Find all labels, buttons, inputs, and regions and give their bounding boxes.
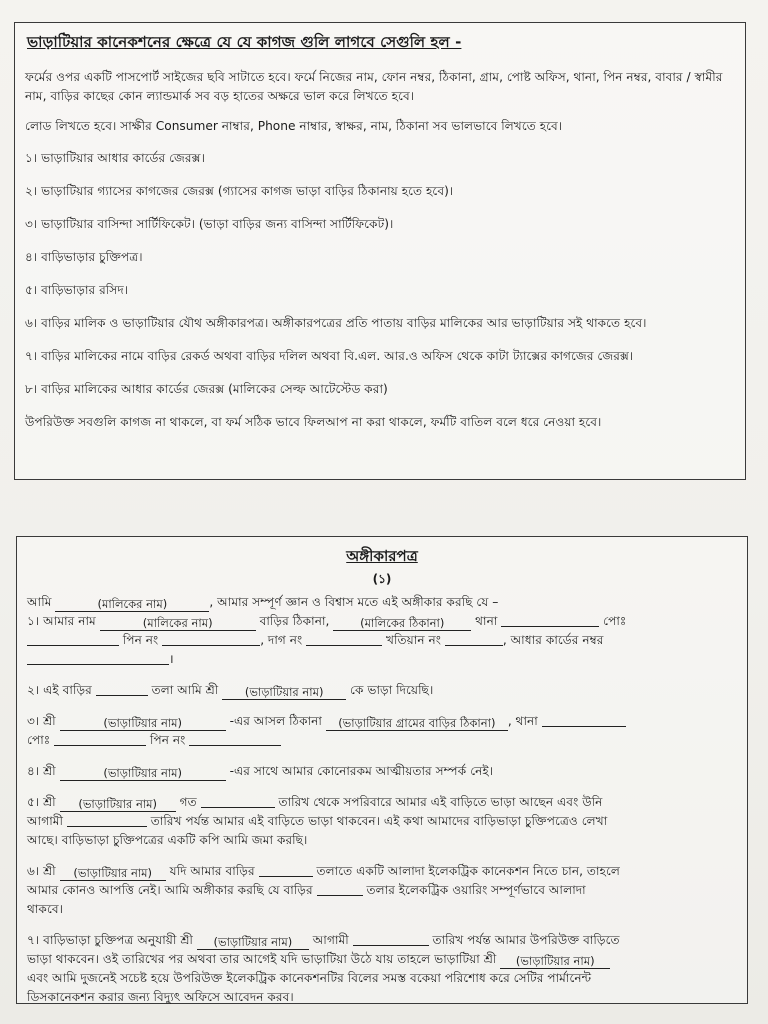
clause-5-prefix: ৫। শ্রী: [27, 795, 56, 809]
tenant-name-field-2[interactable]: (ভাড়াটিয়ার নাম): [60, 716, 226, 731]
clause-6-prefix: ৬। শ্রী: [27, 864, 56, 878]
clause-5-line2-prefix: আগামী: [27, 814, 63, 828]
clause-7-mid: আগামী: [312, 933, 349, 947]
khatian-field[interactable]: [445, 631, 503, 646]
clause-1-line-2: [27, 631, 737, 650]
rejection-note: উপরিউক্ত সবগুলি কাগজ না থাকলে, বা ফর্ম সঠিক ভাবে ফিলআপ না করা থাকলে, ফর্মটি বাতিল বলে ধরে নেওয়া হবে।: [25, 415, 602, 429]
connection-floor-field[interactable]: [259, 862, 313, 877]
clause-3-line-1: [27, 712, 737, 731]
required-documents-heading: ভাড়াটিয়ার কানেকশনের ক্ষেত্রে যে যে কাগজ গুলি লাগবে সেগুলি হল -: [27, 33, 462, 51]
clause-7-line-3: এবং আমি দুজনেই সচেষ্ট হয়ে উপরিউক্ত ইলেকট্রিক কানেকশনটির বিলের সমস্ত বকেয়া পরিশোধ করে সেটির পার্মানেন্ট: [27, 971, 592, 985]
owner-address-field[interactable]: (মালিকের ঠিকানা): [333, 616, 471, 631]
clause-6-line-1: [27, 862, 737, 881]
clause-6-mid: যদি আমার বাড়ির: [169, 864, 255, 878]
wiring-floor-field[interactable]: [317, 881, 363, 896]
clause-2-mid: তলা আমি শ্রী: [151, 683, 219, 697]
clause-5-mid-1: গত: [179, 795, 197, 809]
tenant-thana-field[interactable]: [542, 712, 626, 727]
clause-3-po-label: পোঃ: [27, 733, 51, 747]
clause-1-address-label: বাড়ির ঠিকানা,: [259, 614, 330, 628]
page-number: (১): [372, 572, 392, 586]
clause-3-prefix: ৩। শ্রী: [27, 714, 56, 728]
aadhaar-field[interactable]: [27, 650, 169, 665]
clause-3-pin-label: পিন নং: [150, 733, 186, 747]
clause-7-line-2: [27, 950, 737, 969]
clause-7-line-4: ডিসকানেকশন করার জন্য বিদ্যুৎ অফিসে আবেদন করব।: [27, 990, 294, 1004]
clause-1-line-3: [27, 650, 737, 669]
clause-1-prefix: ১। আমার নাম: [27, 614, 96, 628]
intro-paragraph: ফর্মের ওপর একটি পাসপোর্ট সাইজের ছবি সাটাতে হবে। ফর্মে নিজের নাম, ফোন নম্বর, ঠিকানা, গ্রাম, পোষ্ট অফিস, থানা, পিন নম্বর, বাবার / স্বামীর নাম, বাড়ির কাছের কোন ল্যান্ডমার্ক সব বড় হাতের অক্ষরে ভাল করে লিখতে হবে।: [25, 70, 723, 103]
clause-5-line-2: [27, 812, 737, 831]
until-date-field[interactable]: [67, 812, 147, 827]
tenant-name-field-5[interactable]: (ভাড়াটিয়ার নাম): [60, 866, 166, 881]
khatian-label: খতিয়ান নং: [386, 633, 442, 647]
clause-5-line-3: আছে। বাড়িভাড়া চুক্তিপত্রের একটি কপি আমি জমা করছি।: [27, 833, 308, 847]
agreement-end-date-field[interactable]: [353, 931, 429, 946]
clause-1-end: ।: [169, 652, 174, 666]
clause-7-suffix: তারিখ পর্যন্ত আমার উপরিউক্ত বাড়িতে: [432, 933, 620, 947]
tenant-village-address-field[interactable]: (ভাড়াটিয়ার গ্রামের বাড়ির ঠিকানা): [326, 716, 508, 731]
dag-label: , দাগ নং: [260, 633, 303, 647]
document-item-7: ৭। বাড়ির মালিকের নামে বাড়ির রেকর্ড অথবা বাড়ির দলিল অথবা বি.এল. আর.ও অফিস থেকে কাটা ট্যাক্সের কাগজের জেরক্স।: [25, 349, 634, 363]
tenant-name-field-3[interactable]: (ভাড়াটিয়ার নাম): [60, 766, 226, 781]
thana-field[interactable]: [501, 612, 599, 627]
undertaking-title: অঙ্গীকারপত্র: [346, 547, 418, 565]
thana-label: থানা: [475, 614, 498, 628]
clause-6-suffix: তলাতে একটি আলাদা ইলেকট্রিক কানেকশন নিতে চান, তাহলে: [316, 864, 620, 878]
tenant-pin-field[interactable]: [189, 731, 281, 746]
clause-6-line2-suffix: তলার ইলেকট্রিক ওয়ারিং সম্পূর্ণভাবে আলাদা: [366, 883, 586, 897]
tenant-name-field-7[interactable]: (ভাড়াটিয়ার নাম): [500, 954, 610, 969]
owner-name-field[interactable]: (মালিকের নাম): [55, 597, 209, 612]
since-date-field[interactable]: [201, 793, 275, 808]
pin-field[interactable]: [162, 631, 260, 646]
declaration-suffix: , আমার সম্পূর্ণ জ্ঞান ও বিশ্বাস মতে এই অঙ্গীকার করছি যে –: [209, 595, 499, 609]
declaration-prefix: আমি: [27, 595, 52, 609]
document-item-1: ১। ভাড়াটিয়ার আধার কার্ডের জেরক্স।: [25, 151, 205, 165]
declaration-line: [27, 593, 737, 612]
document-item-2: ২। ভাড়াটিয়ার গ্যাসের কাগজের জেরক্স (গ্যাসের কাগজ ভাড়া বাড়ির ঠিকানায় হতে হবে)।: [25, 184, 454, 198]
load-paragraph: লোড লিখতে হবে। সাক্ষীর Consumer নাম্বার, Phone নাম্বার, স্বাক্ষর, নাম, ঠিকানা সব ভালভাবে লিখতে হবে।: [25, 119, 563, 133]
document-item-3: ৩। ভাড়াটিয়ার বাসিন্দা সার্টিফিকেট। (ভাড়া বাড়ির জন্য বাসিন্দা সার্টিফিকেট)।: [25, 217, 394, 231]
owner-name-field-2[interactable]: (মালিকের নাম): [100, 616, 256, 631]
clause-6-line-2: [27, 881, 737, 900]
clause-7-line-1: [27, 931, 737, 950]
clause-5-line2-suffix: তারিখ পর্যন্ত আমার এই বাড়িতে ভাড়া থাকবেন। এই কথা আমাদের বাড়িভাড়া চুক্তিপত্রেও লেখা: [150, 814, 608, 828]
document-item-5: ৫। বাড়িভাড়ার রসিদ।: [25, 283, 129, 297]
clause-3-mid: -এর আসল ঠিকানা: [229, 714, 322, 728]
clause-4-suffix: -এর সাথে আমার কোনোরকম আত্মীয়তার সম্পর্ক নেই।: [229, 764, 494, 778]
clause-6-line-3: থাকবে।: [27, 902, 63, 916]
undertaking-form-box: [16, 536, 748, 1004]
tenant-name-field[interactable]: (ভাড়াটিয়ার নাম): [222, 685, 346, 700]
tenant-post-office-field[interactable]: [54, 731, 146, 746]
tenant-name-field-6[interactable]: (ভাড়াটিয়ার নাম): [197, 935, 309, 950]
aadhaar-label: , আধার কার্ডের নম্বর: [502, 633, 604, 647]
clause-2-suffix: কে ভাড়া দিয়েছি।: [350, 683, 434, 697]
required-documents-box: [14, 22, 746, 480]
clause-5-line-1: [27, 793, 737, 812]
clause-1-line-1: [27, 612, 737, 631]
clause-6-line2-prefix: আমার কোনও আপত্তি নেই। আমি অঙ্গীকার করছি যে বাড়ির: [27, 883, 313, 897]
clause-3-thana-label: , থানা: [507, 714, 538, 728]
clause-7-line2-prefix: ভাড়া থাকবেন। ওই তারিখের পর অথবা তার আগেই যদি ভাড়াটিয়া উঠে যায় তাহলে ভাড়াটিয়া শ্রী: [27, 952, 497, 966]
pin-label: পিন নং: [122, 633, 159, 647]
clause-5-mid-2: তারিখ থেকে সপরিবারে আমার এই বাড়িতে ভাড়া আছেন এবং উনি: [278, 795, 603, 809]
floor-field[interactable]: [96, 681, 148, 696]
tenant-name-field-4[interactable]: (ভাড়াটিয়ার নাম): [60, 797, 176, 812]
clause-2-prefix: ২। এই বাড়ির: [27, 683, 92, 697]
document-item-4: ৪। বাড়িভাড়ার চুক্তিপত্র।: [25, 250, 143, 264]
clause-2-line: [27, 681, 737, 700]
clause-4-prefix: ৪। শ্রী: [27, 764, 56, 778]
clause-4-line: [27, 762, 737, 781]
document-item-6: ৬। বাড়ির মালিক ও ভাড়াটিয়ার যৌথ অঙ্গীকারপত্র। অঙ্গীকারপত্রের প্রতি পাতায় বাড়ির মালিকের আর ভাড়াটিয়ার সই থাকতে হবে।: [25, 316, 647, 330]
dag-field[interactable]: [306, 631, 382, 646]
post-office-field[interactable]: [27, 631, 119, 646]
clause-7-prefix: ৭। বাড়িভাড়া চুক্তিপত্র অনুযায়ী শ্রী: [27, 933, 193, 947]
post-office-label: পোঃ: [603, 614, 627, 628]
clause-3-line-2: [27, 731, 737, 750]
document-item-8: ৮। বাড়ির মালিকের আধার কার্ডের জেরক্স (মালিকের সেল্ফ আটেস্টেড করা): [25, 382, 388, 396]
